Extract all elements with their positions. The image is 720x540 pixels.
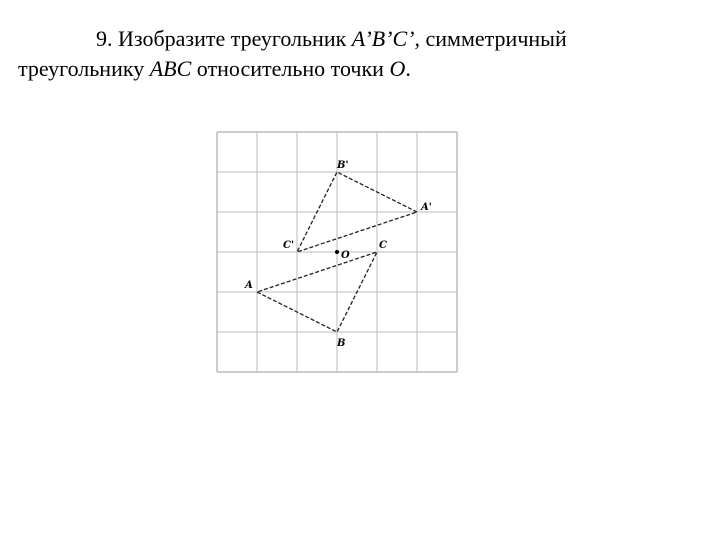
task-image-triangle: A’B’C’ [351,26,415,51]
task-line2-before: треугольнику [18,56,145,81]
task-statement [18,24,708,84]
symmetry-diagram [214,130,460,374]
point-label: B [337,338,346,349]
point-label: A [245,280,253,291]
point-label: C [379,240,387,251]
task-line2-middle: относительно точки [196,56,384,81]
task-center-point: O [389,56,406,81]
task-text-before: Изобразите треугольник [118,26,347,51]
center-point-o [335,250,339,254]
task-line-2 [18,54,708,84]
point-label: A' [421,202,432,213]
task-original-triangle: ABC [149,56,192,81]
point-labels [244,160,432,349]
task-end: . [405,56,411,81]
point-label: C' [283,240,295,251]
task-line-1 [18,24,708,54]
point-label: B' [337,160,349,171]
diagram-canvas [214,130,460,374]
task-number: 9. [96,26,113,51]
task-text-middle: , симметричный [414,26,567,51]
point-label: O [341,250,350,261]
